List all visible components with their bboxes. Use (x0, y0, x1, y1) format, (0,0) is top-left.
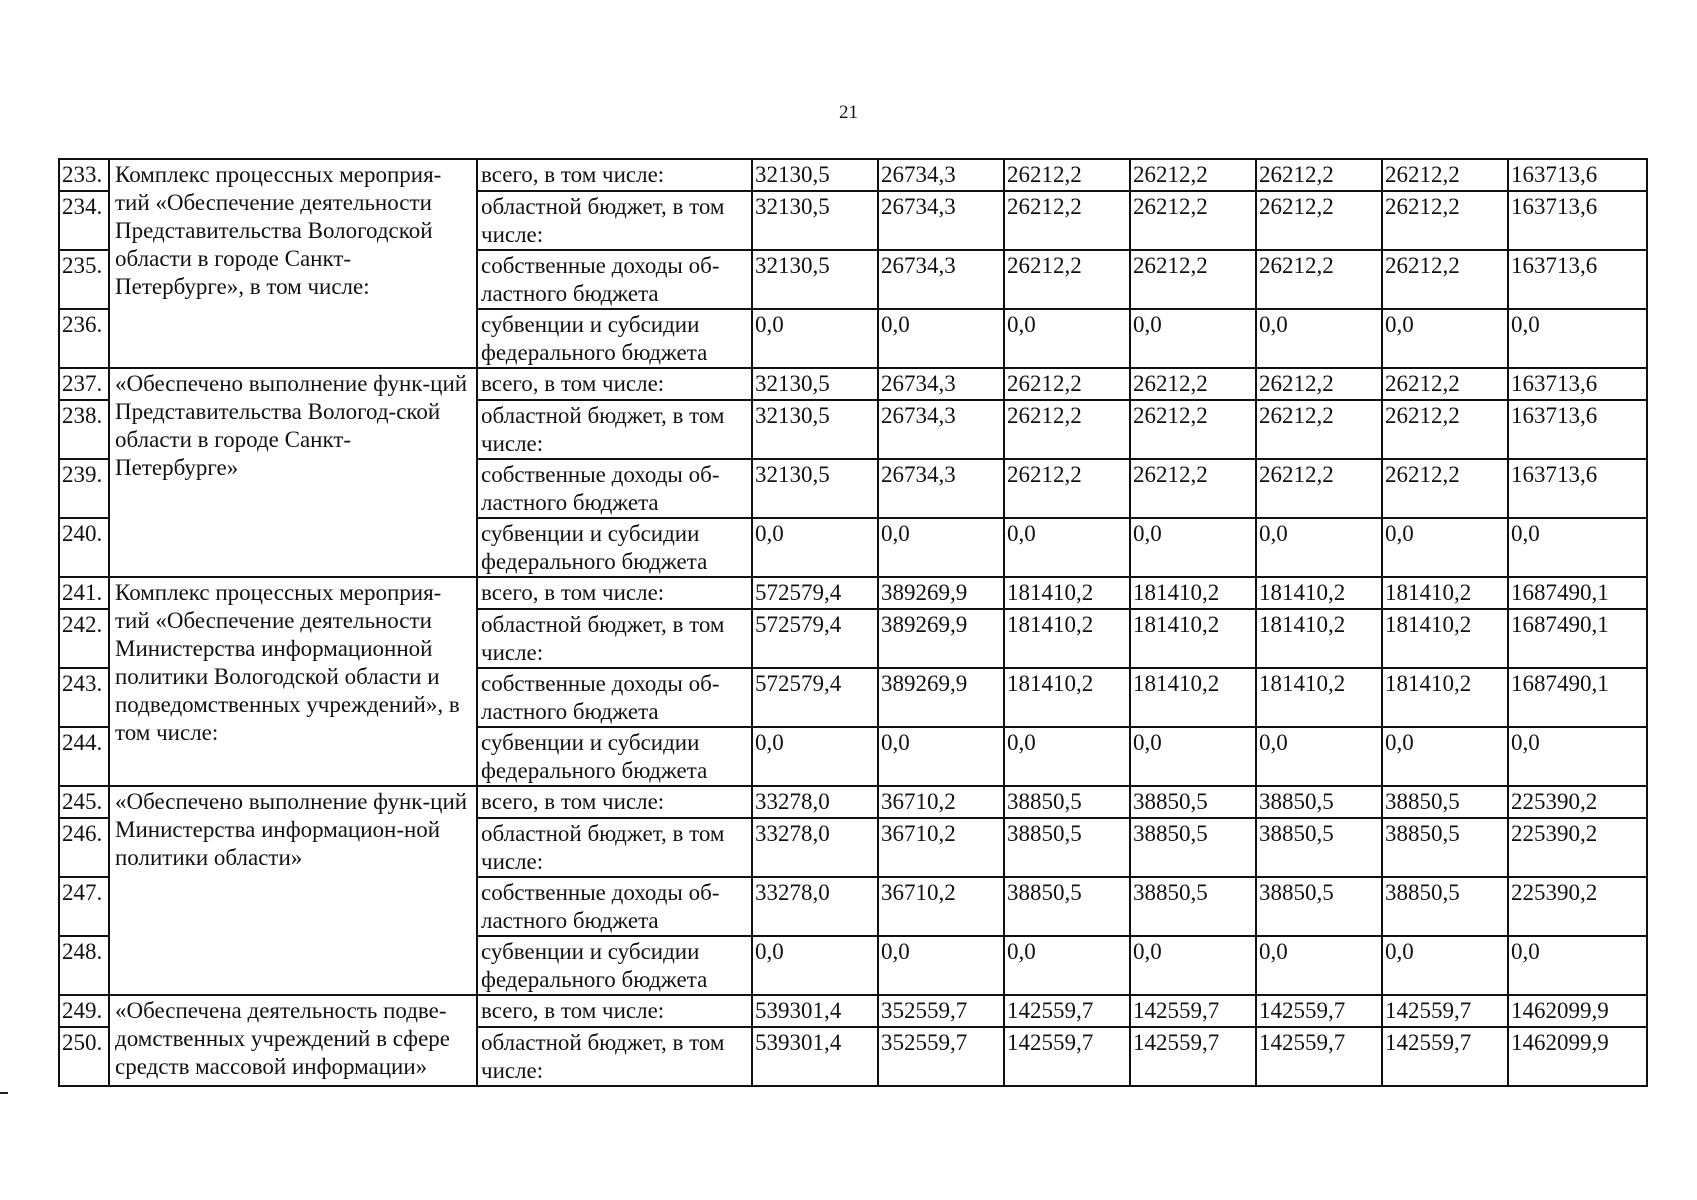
amount-cell: 163713,6 (1508, 400, 1647, 459)
budget-table-body (59, 159, 1647, 1086)
amount-cell: 0,0 (752, 518, 878, 577)
row-number: 247. (59, 877, 109, 936)
amount-cell: 0,0 (1130, 518, 1256, 577)
amount-cell: 163713,6 (1508, 191, 1647, 250)
amount-cell: 0,0 (1004, 727, 1130, 786)
amount-cell: 389269,9 (878, 577, 1004, 609)
amount-cell: 163713,6 (1508, 459, 1647, 518)
amount-cell: 38850,5 (1004, 786, 1130, 818)
amount-cell: 26212,2 (1256, 400, 1382, 459)
amount-cell: 163713,6 (1508, 159, 1647, 191)
funding-source: субвенции и субсидии федерального бюджета (477, 727, 752, 786)
budget-table (58, 158, 1648, 1087)
row-number: 243. (59, 668, 109, 727)
amount-cell: 1687490,1 (1508, 577, 1647, 609)
funding-source: областной бюджет, в том числе: (477, 400, 752, 459)
row-number: 240. (59, 518, 109, 577)
row-number: 238. (59, 400, 109, 459)
funding-source: всего, в том числе: (477, 786, 752, 818)
amount-cell: 572579,4 (752, 577, 878, 609)
funding-source: всего, в том числе: (477, 368, 752, 400)
amount-cell: 26212,2 (1130, 250, 1256, 309)
amount-cell: 26212,2 (1004, 191, 1130, 250)
row-number: 234. (59, 191, 109, 250)
amount-cell: 181410,2 (1130, 577, 1256, 609)
amount-cell: 0,0 (878, 309, 1004, 368)
amount-cell: 38850,5 (1382, 877, 1508, 936)
margin-mark (0, 1092, 8, 1094)
row-number: 235. (59, 250, 109, 309)
funding-source: субвенции и субсидии федерального бюджета (477, 518, 752, 577)
row-number: 233. (59, 159, 109, 191)
amount-cell: 38850,5 (1130, 877, 1256, 936)
amount-cell: 32130,5 (752, 459, 878, 518)
amount-cell: 181410,2 (1382, 609, 1508, 668)
amount-cell: 181410,2 (1004, 609, 1130, 668)
amount-cell: 26212,2 (1256, 191, 1382, 250)
funding-source: собственные доходы об-ластного бюджета (477, 668, 752, 727)
row-number: 237. (59, 368, 109, 400)
amount-cell: 36710,2 (878, 818, 1004, 877)
amount-cell: 38850,5 (1130, 786, 1256, 818)
table-row (59, 159, 1647, 191)
amount-cell: 26734,3 (878, 191, 1004, 250)
row-number: 248. (59, 936, 109, 995)
amount-cell: 38850,5 (1004, 877, 1130, 936)
amount-cell: 26734,3 (878, 368, 1004, 400)
amount-cell: 0,0 (1004, 936, 1130, 995)
amount-cell: 0,0 (1508, 518, 1647, 577)
amount-cell: 0,0 (1508, 309, 1647, 368)
funding-source: областной бюджет, в том числе: (477, 818, 752, 877)
group-description: Комплекс процессных мероприя-тий «Обеспечение деятельности Министерства информационной политики Вологодской области и подведомственных учреждений», в том числе: (109, 577, 477, 786)
amount-cell: 36710,2 (878, 786, 1004, 818)
amount-cell: 26212,2 (1256, 368, 1382, 400)
amount-cell: 26212,2 (1256, 250, 1382, 309)
table-row (59, 577, 1647, 609)
amount-cell: 0,0 (878, 518, 1004, 577)
amount-cell: 181410,2 (1382, 668, 1508, 727)
amount-cell: 26734,3 (878, 159, 1004, 191)
group-description: «Обеспечена деятельность подве-домственных учреждений в сфере средств массовой информации» (109, 995, 477, 1086)
amount-cell: 142559,7 (1256, 995, 1382, 1027)
amount-cell: 225390,2 (1508, 818, 1647, 877)
amount-cell: 142559,7 (1130, 1027, 1256, 1086)
amount-cell: 225390,2 (1508, 877, 1647, 936)
amount-cell: 0,0 (1508, 727, 1647, 786)
row-number: 245. (59, 786, 109, 818)
amount-cell: 1687490,1 (1508, 609, 1647, 668)
amount-cell: 33278,0 (752, 786, 878, 818)
amount-cell: 0,0 (1256, 727, 1382, 786)
amount-cell: 38850,5 (1130, 818, 1256, 877)
amount-cell: 142559,7 (1004, 1027, 1130, 1086)
funding-source: собственные доходы об-ластного бюджета (477, 459, 752, 518)
funding-source: субвенции и субсидии федерального бюджета (477, 936, 752, 995)
amount-cell: 181410,2 (1382, 577, 1508, 609)
amount-cell: 32130,5 (752, 368, 878, 400)
amount-cell: 539301,4 (752, 1027, 878, 1086)
amount-cell: 26212,2 (1004, 459, 1130, 518)
amount-cell: 0,0 (752, 936, 878, 995)
amount-cell: 0,0 (878, 727, 1004, 786)
amount-cell: 181410,2 (1256, 668, 1382, 727)
amount-cell: 389269,9 (878, 668, 1004, 727)
amount-cell: 181410,2 (1130, 609, 1256, 668)
amount-cell: 32130,5 (752, 400, 878, 459)
amount-cell: 1462099,9 (1508, 1027, 1647, 1086)
amount-cell: 26212,2 (1004, 159, 1130, 191)
amount-cell: 0,0 (1004, 518, 1130, 577)
amount-cell: 38850,5 (1256, 818, 1382, 877)
funding-source: субвенции и субсидии федерального бюджета (477, 309, 752, 368)
amount-cell: 26212,2 (1382, 368, 1508, 400)
amount-cell: 0,0 (1130, 936, 1256, 995)
amount-cell: 26734,3 (878, 459, 1004, 518)
amount-cell: 0,0 (1256, 936, 1382, 995)
amount-cell: 352559,7 (878, 1027, 1004, 1086)
amount-cell: 225390,2 (1508, 786, 1647, 818)
amount-cell: 0,0 (1382, 518, 1508, 577)
funding-source: областной бюджет, в том числе: (477, 609, 752, 668)
amount-cell: 163713,6 (1508, 250, 1647, 309)
table-row (59, 786, 1647, 818)
amount-cell: 0,0 (752, 727, 878, 786)
row-number: 249. (59, 995, 109, 1027)
amount-cell: 0,0 (1382, 936, 1508, 995)
amount-cell: 26212,2 (1004, 400, 1130, 459)
amount-cell: 572579,4 (752, 668, 878, 727)
amount-cell: 38850,5 (1256, 877, 1382, 936)
row-number: 250. (59, 1027, 109, 1086)
amount-cell: 181410,2 (1130, 668, 1256, 727)
amount-cell: 389269,9 (878, 609, 1004, 668)
funding-source: всего, в том числе: (477, 995, 752, 1027)
amount-cell: 0,0 (752, 309, 878, 368)
amount-cell: 26212,2 (1130, 368, 1256, 400)
amount-cell: 142559,7 (1382, 995, 1508, 1027)
group-description: «Обеспечено выполнение функ-ций Представительства Вологод-ской области в городе Санкт-Петербурге» (109, 368, 477, 577)
amount-cell: 38850,5 (1382, 818, 1508, 877)
amount-cell: 142559,7 (1130, 995, 1256, 1027)
amount-cell: 32130,5 (752, 159, 878, 191)
amount-cell: 26212,2 (1004, 250, 1130, 309)
row-number: 244. (59, 727, 109, 786)
amount-cell: 36710,2 (878, 877, 1004, 936)
row-number: 246. (59, 818, 109, 877)
funding-source: всего, в том числе: (477, 159, 752, 191)
amount-cell: 0,0 (1256, 518, 1382, 577)
page-number: 21 (839, 102, 858, 123)
amount-cell: 1687490,1 (1508, 668, 1647, 727)
amount-cell: 352559,7 (878, 995, 1004, 1027)
amount-cell: 0,0 (1382, 727, 1508, 786)
amount-cell: 0,0 (1508, 936, 1647, 995)
amount-cell: 26212,2 (1382, 159, 1508, 191)
funding-source: областной бюджет, в том числе: (477, 1027, 752, 1086)
amount-cell: 26212,2 (1256, 459, 1382, 518)
table-row (59, 368, 1647, 400)
amount-cell: 26212,2 (1382, 191, 1508, 250)
group-description: Комплекс процессных мероприя-тий «Обеспечение деятельности Представительства Вологодской области в городе Санкт-Петербурге», в том числе: (109, 159, 477, 368)
amount-cell: 0,0 (878, 936, 1004, 995)
amount-cell: 26734,3 (878, 250, 1004, 309)
amount-cell: 26212,2 (1130, 191, 1256, 250)
row-number: 239. (59, 459, 109, 518)
amount-cell: 38850,5 (1256, 786, 1382, 818)
row-number: 242. (59, 609, 109, 668)
funding-source: собственные доходы об-ластного бюджета (477, 250, 752, 309)
amount-cell: 181410,2 (1256, 609, 1382, 668)
amount-cell: 38850,5 (1382, 786, 1508, 818)
amount-cell: 0,0 (1004, 309, 1130, 368)
amount-cell: 38850,5 (1004, 818, 1130, 877)
amount-cell: 572579,4 (752, 609, 878, 668)
amount-cell: 142559,7 (1382, 1027, 1508, 1086)
funding-source: областной бюджет, в том числе: (477, 191, 752, 250)
amount-cell: 163713,6 (1508, 368, 1647, 400)
amount-cell: 33278,0 (752, 818, 878, 877)
amount-cell: 26212,2 (1004, 368, 1130, 400)
amount-cell: 539301,4 (752, 995, 878, 1027)
table-row (59, 995, 1647, 1027)
amount-cell: 26212,2 (1382, 250, 1508, 309)
amount-cell: 26212,2 (1382, 459, 1508, 518)
row-number: 241. (59, 577, 109, 609)
amount-cell: 181410,2 (1004, 668, 1130, 727)
amount-cell: 32130,5 (752, 191, 878, 250)
amount-cell: 33278,0 (752, 877, 878, 936)
amount-cell: 26212,2 (1130, 400, 1256, 459)
amount-cell: 26212,2 (1256, 159, 1382, 191)
amount-cell: 0,0 (1256, 309, 1382, 368)
amount-cell: 0,0 (1130, 727, 1256, 786)
amount-cell: 26212,2 (1130, 159, 1256, 191)
group-description: «Обеспечено выполнение функ-ций Министерства информацион-ной политики области» (109, 786, 477, 995)
funding-source: собственные доходы об-ластного бюджета (477, 877, 752, 936)
amount-cell: 0,0 (1130, 309, 1256, 368)
amount-cell: 181410,2 (1004, 577, 1130, 609)
amount-cell: 0,0 (1382, 309, 1508, 368)
amount-cell: 26734,3 (878, 400, 1004, 459)
amount-cell: 26212,2 (1130, 459, 1256, 518)
amount-cell: 142559,7 (1256, 1027, 1382, 1086)
row-number: 236. (59, 309, 109, 368)
amount-cell: 26212,2 (1382, 400, 1508, 459)
funding-source: всего, в том числе: (477, 577, 752, 609)
amount-cell: 181410,2 (1256, 577, 1382, 609)
amount-cell: 1462099,9 (1508, 995, 1647, 1027)
amount-cell: 142559,7 (1004, 995, 1130, 1027)
amount-cell: 32130,5 (752, 250, 878, 309)
